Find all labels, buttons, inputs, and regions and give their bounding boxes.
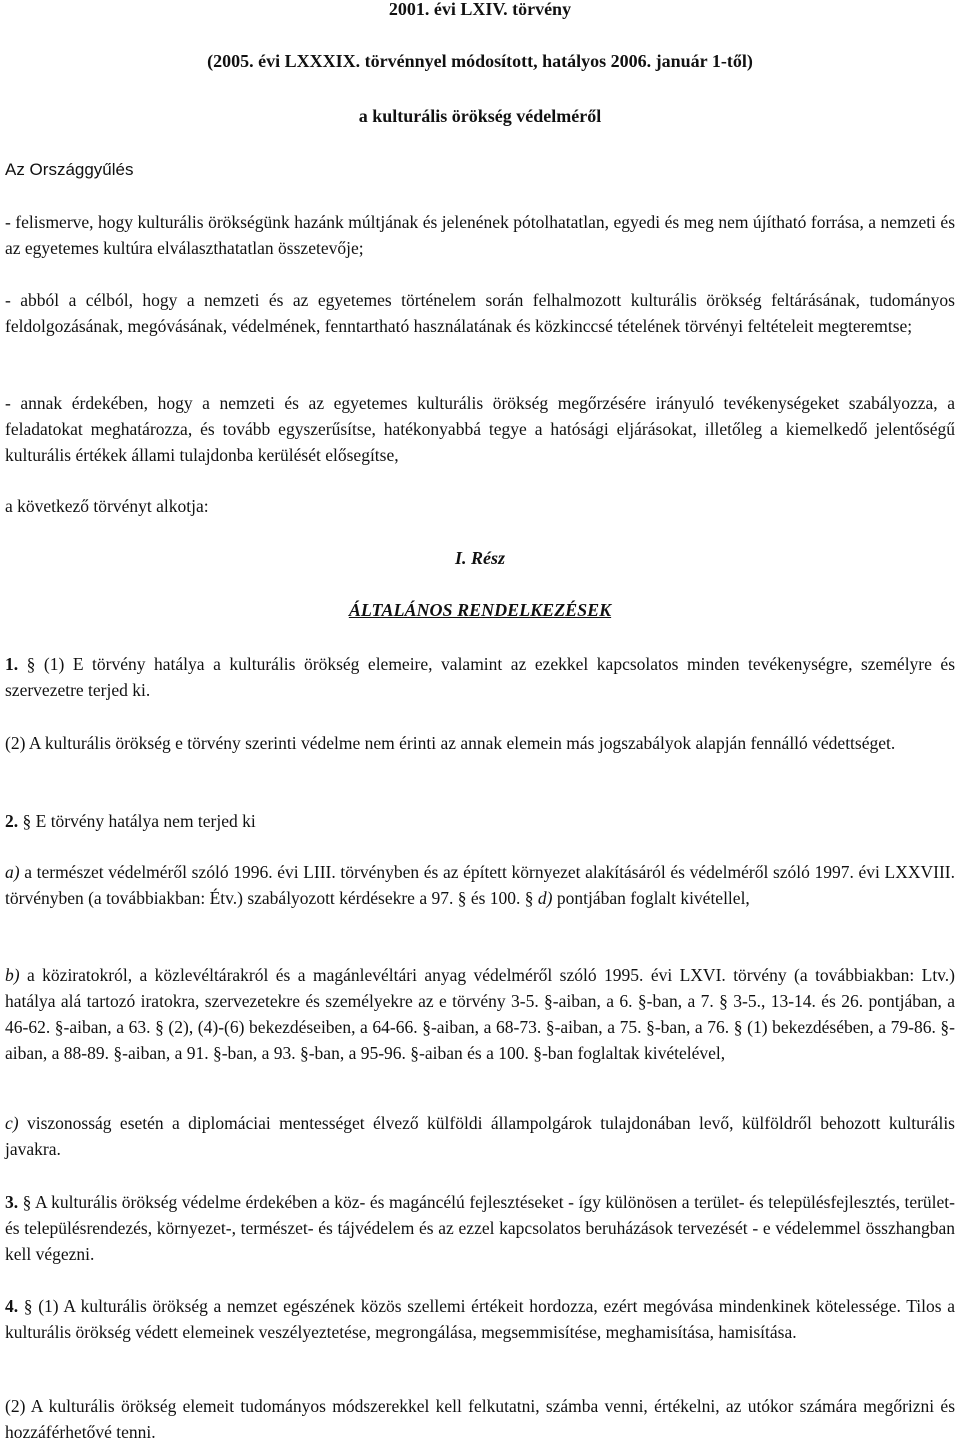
- section-2-intro: [5, 808, 955, 834]
- section-2-point-c: [5, 1110, 955, 1162]
- point-b-text: a köziratokról, a közlevéltárakról és a magánlevéltári anyag védelméről szóló 1995. évi LXVI. törvény (a továbbiakban: Ltv.) hatálya alá tartozó iratokra, szervezetekre és személyekre az e törvény 3-5. §-aiban, a 6. §-ban, a 7. § 3-5., 13-14. és 26. pontjában, a 46-62. §-aiban, a 63. § (2), (4)-(6) bekezdéseiben, a 64-66. §-aiban, a 68-73. §-aiban, a 75. §-ban, a 76. § (1) bekezdésében, a 79-86. §-aiban, a 88-89. §-aiban, a 91. §-ban, a 93. §-ban, a 95-96. §-aiban és a 100. §-ban foglaltak kivételével,: [5, 965, 955, 1063]
- point-b-label: b): [5, 965, 20, 985]
- point-a-d-label: d): [533, 888, 553, 908]
- part-title: ÁLTALÁNOS RENDELKEZÉSEK: [348, 600, 612, 620]
- section-1-paragraph-2: (2) A kulturális örökség e törvény szerinti védelme nem érinti az annak elemein más jogszabályok alapján fennálló védettséget.: [5, 733, 896, 753]
- section-1-paragraph-1: [5, 651, 955, 703]
- part-number: I. Rész: [454, 548, 505, 568]
- preamble-paragraph-1: - felismerve, hogy kulturális örökségünk hazánk múltjának és jelenének pótolhatatlan, egyedi és meg nem újítható forrása, a nemzeti és az egyetemes kultúra elválaszthatatlan összetevője;: [5, 212, 955, 258]
- section-2-point-b: [5, 962, 955, 1066]
- section-3-text: § A kulturális örökség védelme érdekében a köz- és magáncélú fejlesztéseket - így különösen a terület- és településfejlesztés, terület- és településrendezés, környezet-, természet- és tájvédelem és az ezzel kapcsolatos beruházások tervezését - e védelemmel összhangban kell végezni.: [5, 1192, 956, 1264]
- section-2-text: § E törvény hatálya nem terjed ki: [22, 811, 256, 831]
- section-2-number: 2.: [5, 811, 19, 831]
- preamble-closing: a következő törvényt alkotja:: [5, 496, 209, 516]
- law-subject: a kulturális örökség védelméről: [358, 106, 602, 126]
- section-4-number: 4.: [5, 1296, 19, 1316]
- point-c-text: viszonosság esetén a diplomáciai mentességet élvező külföldi állampolgárok tulajdonában levő, külföldről behozott kulturális javakra.: [5, 1113, 955, 1159]
- section-3: [5, 1189, 955, 1267]
- issuer: Az Országgyűlés: [5, 160, 134, 179]
- section-1-text: § (1) E törvény hatálya a kulturális örökség elemeire, valamint az ezekkel kapcsolatos minden tevékenységre, személyre és szervezetre terjed ki.: [5, 654, 956, 700]
- law-title: 2001. évi LXIV. törvény: [388, 0, 572, 19]
- preamble-paragraph-3: - annak érdekében, hogy a nemzeti és az egyetemes kulturális örökség megőrzésére irányuló tevékenységeket szabályozza, a feladatokat meghatározza, és tovább egyszerűsítse, hatékonyabbá tegye a hatósági eljárásokat, illetőleg a kiemelkedő jelentőségű kulturális értékek állami tulajdonba kerülését elősegítse,: [5, 393, 955, 465]
- point-a-label: a): [5, 862, 20, 882]
- section-3-number: 3.: [5, 1192, 19, 1212]
- section-4-text: § (1) A kulturális örökség a nemzet egészének közös szellemi értékeit hordozza, ezért megóvása mindenkinek kötelessége. Tilos a kulturális örökség védett elemeinek veszélyeztetése, megrongálása, megsemmisítése, meghamisítása, hamisítása.: [5, 1296, 956, 1342]
- section-2-point-a: [5, 859, 955, 911]
- point-a-end: pontjában foglalt kivétellel,: [552, 888, 750, 908]
- point-c-label: c): [5, 1113, 19, 1133]
- section-1-number: 1.: [5, 654, 19, 674]
- section-4-paragraph-2: (2) A kulturális örökség elemeit tudományos módszerekkel kell felkutatni, számba venni, értékelni, az utókor számára megőrizni és hozzáférhetővé tenni.: [5, 1396, 955, 1442]
- section-4-paragraph-1: [5, 1293, 955, 1345]
- preamble-paragraph-2: - abból a célból, hogy a nemzeti és az egyetemes történelem során felhalmozott kulturális örökség feltárásának, tudományos feldolgozásának, megóvásának, védelmének, fenntartható használatának és közkinccsé tételének törvényi feltételeit megteremtse;: [5, 290, 955, 336]
- amendment-note: (2005. évi LXXXIX. törvénnyel módosított, hatályos 2006. január 1-től): [207, 51, 753, 71]
- point-a-text: a természet védelméről szóló 1996. évi LIII. törvényben és az épített környezet alakításáról és védelméről szóló 1997. évi LXXVIII. törvényben (a továbbiakban: Étv.) szabályozott kérdésekre a 97. § és 100. §: [5, 862, 955, 908]
